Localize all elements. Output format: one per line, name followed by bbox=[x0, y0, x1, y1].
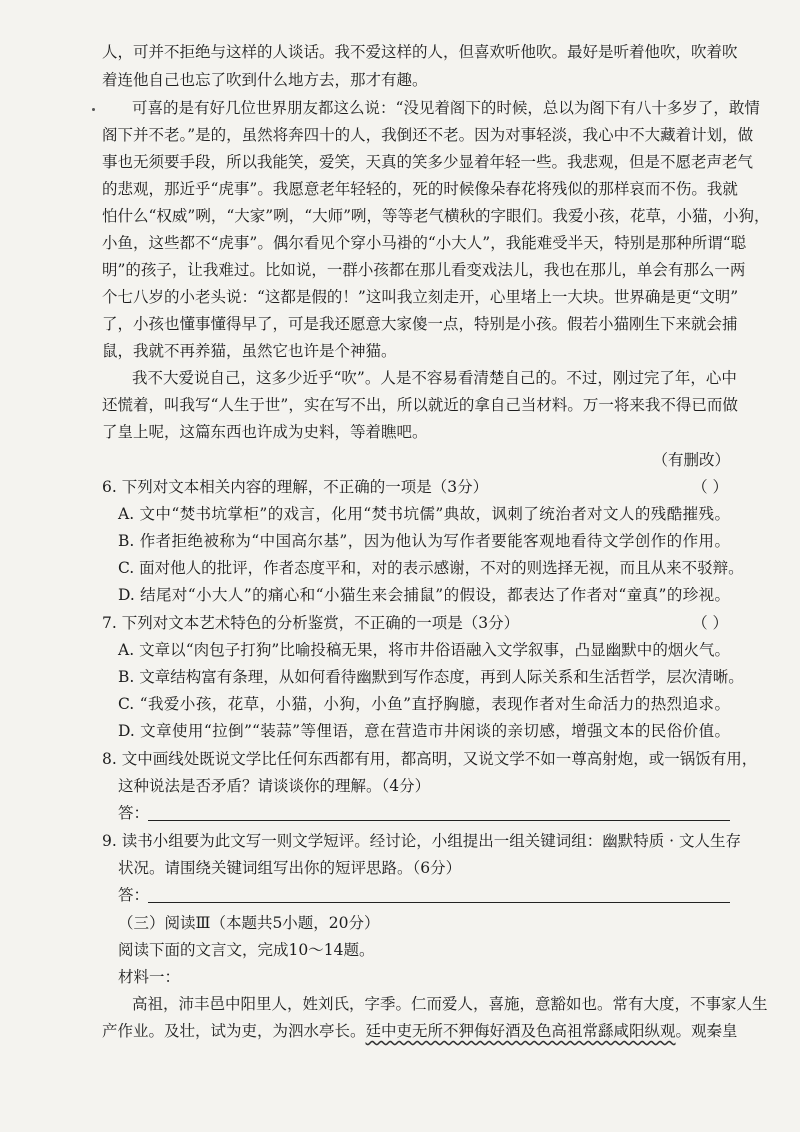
option-a: A. 文中“焚书坑掌柜”的戏言，化用“焚书坑儒”典故，讽刺了统治者对文人的残酷摧残。 bbox=[118, 505, 730, 523]
question-8-stem: 8. 文中画线处既说文学比任何东西都有用，都高明，又说文学不如一尊高射炮，或一锅饭有用， bbox=[102, 750, 758, 768]
passage-line: 的悲观，那近乎“虎事”。我愿意老年轻轻的，死的时候像朵春花将残似的那样哀而不伤。我就 bbox=[102, 180, 738, 198]
source-note: （有删改） bbox=[652, 451, 730, 469]
option-c: C. 面对他人的批评，作者态度平和，对的表示感谢，不对的则选择无视，而且从来不驳辩。 bbox=[118, 559, 744, 577]
option-b: B. 文章结构富有条理，从如何看待幽默到写作态度，再到人际关系和生活哲学，层次清晰。 bbox=[118, 668, 744, 686]
passage-line: 事也无须要手段，所以我能笑，爱笑，天真的笑多少显着年轻一些。我悲观，但是不愿老声老气 bbox=[102, 153, 754, 171]
passage-line: 个七八岁的小老头说：“这都是假的！”这叫我立刻走开，心里堵上一大块。世界确是更“文明” bbox=[102, 288, 739, 306]
answer-blank[interactable] bbox=[148, 820, 730, 821]
question-6-text: 6. 下列对文本相关内容的理解，不正确的一项是（3分） bbox=[102, 478, 489, 496]
question-9-stem-cont: 状况。请围绕关键词组写出你的短评思路。（6分） bbox=[118, 859, 462, 877]
wavy-underlined-sentence: 廷中吏无所不狎侮好酒及色高祖常繇咸阳纵观 bbox=[365, 1022, 676, 1040]
passage-line: 鼠，我就不再养猫，虽然它也许是个神猫。 bbox=[102, 342, 397, 360]
question-7-text: 7. 下列对文本艺术特色的分析鉴赏，不正确的一项是（3分） bbox=[102, 614, 520, 632]
question-9-stem: 9. 读书小组要为此文写一则文学短评。经讨论，小组提出一组关键词组：幽默特质 · 文人生存 bbox=[102, 832, 741, 850]
answer-line-q9[interactable] bbox=[118, 885, 730, 905]
answer-line-q8[interactable] bbox=[118, 803, 730, 823]
option-d: D. 结尾对“小大人”的痛心和“小猫生来会捕鼠”的假设，都表达了作者对“童真”的珍视。 bbox=[118, 586, 730, 604]
passage-line: 着连他自己也忘了吹到什么地方去，那才有趣。 bbox=[102, 71, 428, 89]
passage-line: 人，可并不拒绝与这样的人谈话。我不爱这样的人，但喜欢听他吹。最好是听着他吹，吹着吹 bbox=[102, 43, 738, 61]
answer-parenthesis: （ ） bbox=[692, 478, 728, 496]
option-c: C. “我爱小孩，花草，小猫，小狗，小鱼”直抒胸臆，表现作者对生命活力的热烈追求。 bbox=[118, 695, 730, 713]
section-instruction: 阅读下面的文言文，完成10～14题。 bbox=[118, 941, 375, 959]
option-b: B. 作者拒绝被称为“中国高尔基”，因为他认为写作者要能客观地看待文学创作的作用。 bbox=[118, 532, 730, 550]
passage-line: 了，小孩也懂事懂得早了，可是我还愿意大家傻一点，特别是小孩。假若小猫刚生下来就会捕 bbox=[102, 315, 738, 333]
passage-line: 小鱼，这些都不“虎事”。偶尔看见个穿小马褂的“小大人”，我能难受半天，特别是那种所谓“聪 bbox=[102, 234, 747, 252]
material-label: 材料一： bbox=[118, 968, 181, 986]
passage-line: 可喜的是有好几位世界朋友都这么说：“没见着阁下的时候，总以为阁下有八十多岁了，敢情 bbox=[132, 99, 760, 117]
question-7-stem bbox=[102, 613, 730, 633]
passage-line: 怕什么“权威”咧，“大家”咧，“大师”咧，等等老气横秋的字眼们。我爱小孩，花草，小猫，小狗， bbox=[102, 207, 770, 225]
passage-line: 了皇上呢，这篇东西也许成为史料，等着瞧吧。 bbox=[102, 423, 428, 441]
section-heading: （三）阅读Ⅲ（本题共5小题，20分） bbox=[118, 914, 380, 932]
classical-text-segment: 。观秦皇 bbox=[675, 1022, 738, 1040]
classical-text-line: 高祖，沛丰邑中阳里人，姓刘氏，字季。仁而爱人，喜施，意豁如也。常有大度，不事家人生 bbox=[132, 995, 768, 1013]
classical-text-line bbox=[102, 1021, 738, 1041]
option-d: D. 文章使用“拉倒”“装蒜”等俚语，意在营造市井闲谈的亲切感，增强文本的民俗价值。 bbox=[118, 722, 730, 740]
option-a: A. 文章以“肉包子打狗”比喻投稿无果，将市井俗语融入文学叙事，凸显幽默中的烟火气。 bbox=[118, 641, 730, 659]
answer-blank[interactable] bbox=[148, 902, 730, 903]
answer-label: 答： bbox=[118, 886, 150, 904]
answer-parenthesis: （ ） bbox=[692, 614, 728, 632]
scan-speck bbox=[92, 108, 95, 111]
answer-label: 答： bbox=[118, 804, 150, 822]
passage-line: 阁下并不老。”是的，虽然将奔四十的人，我倒还不老。因为对事轻淡，我心中不大藏着计划，做 bbox=[102, 126, 754, 144]
question-8-stem-cont: 这种说法是否矛盾？请谈谈你的理解。（4分） bbox=[118, 777, 431, 795]
passage-line: 还慌着，叫我写“人生于世”，实在写不出，所以就近的拿自己当材料。万一将来我不得已而做 bbox=[102, 396, 738, 414]
passage-line: 我不大爱说自己，这多少近乎“吹”。人是不容易看清楚自己的。不过，刚过完了年，心中 bbox=[132, 369, 737, 387]
passage-line: 明”的孩子，让我难过。比如说，一群小孩都在那儿看变戏法儿，我也在那儿，单会有那么一两 bbox=[102, 261, 746, 279]
question-6-stem bbox=[102, 477, 730, 497]
classical-text-segment: 产作业。及壮，试为吏，为泗水亭长。 bbox=[102, 1022, 366, 1040]
